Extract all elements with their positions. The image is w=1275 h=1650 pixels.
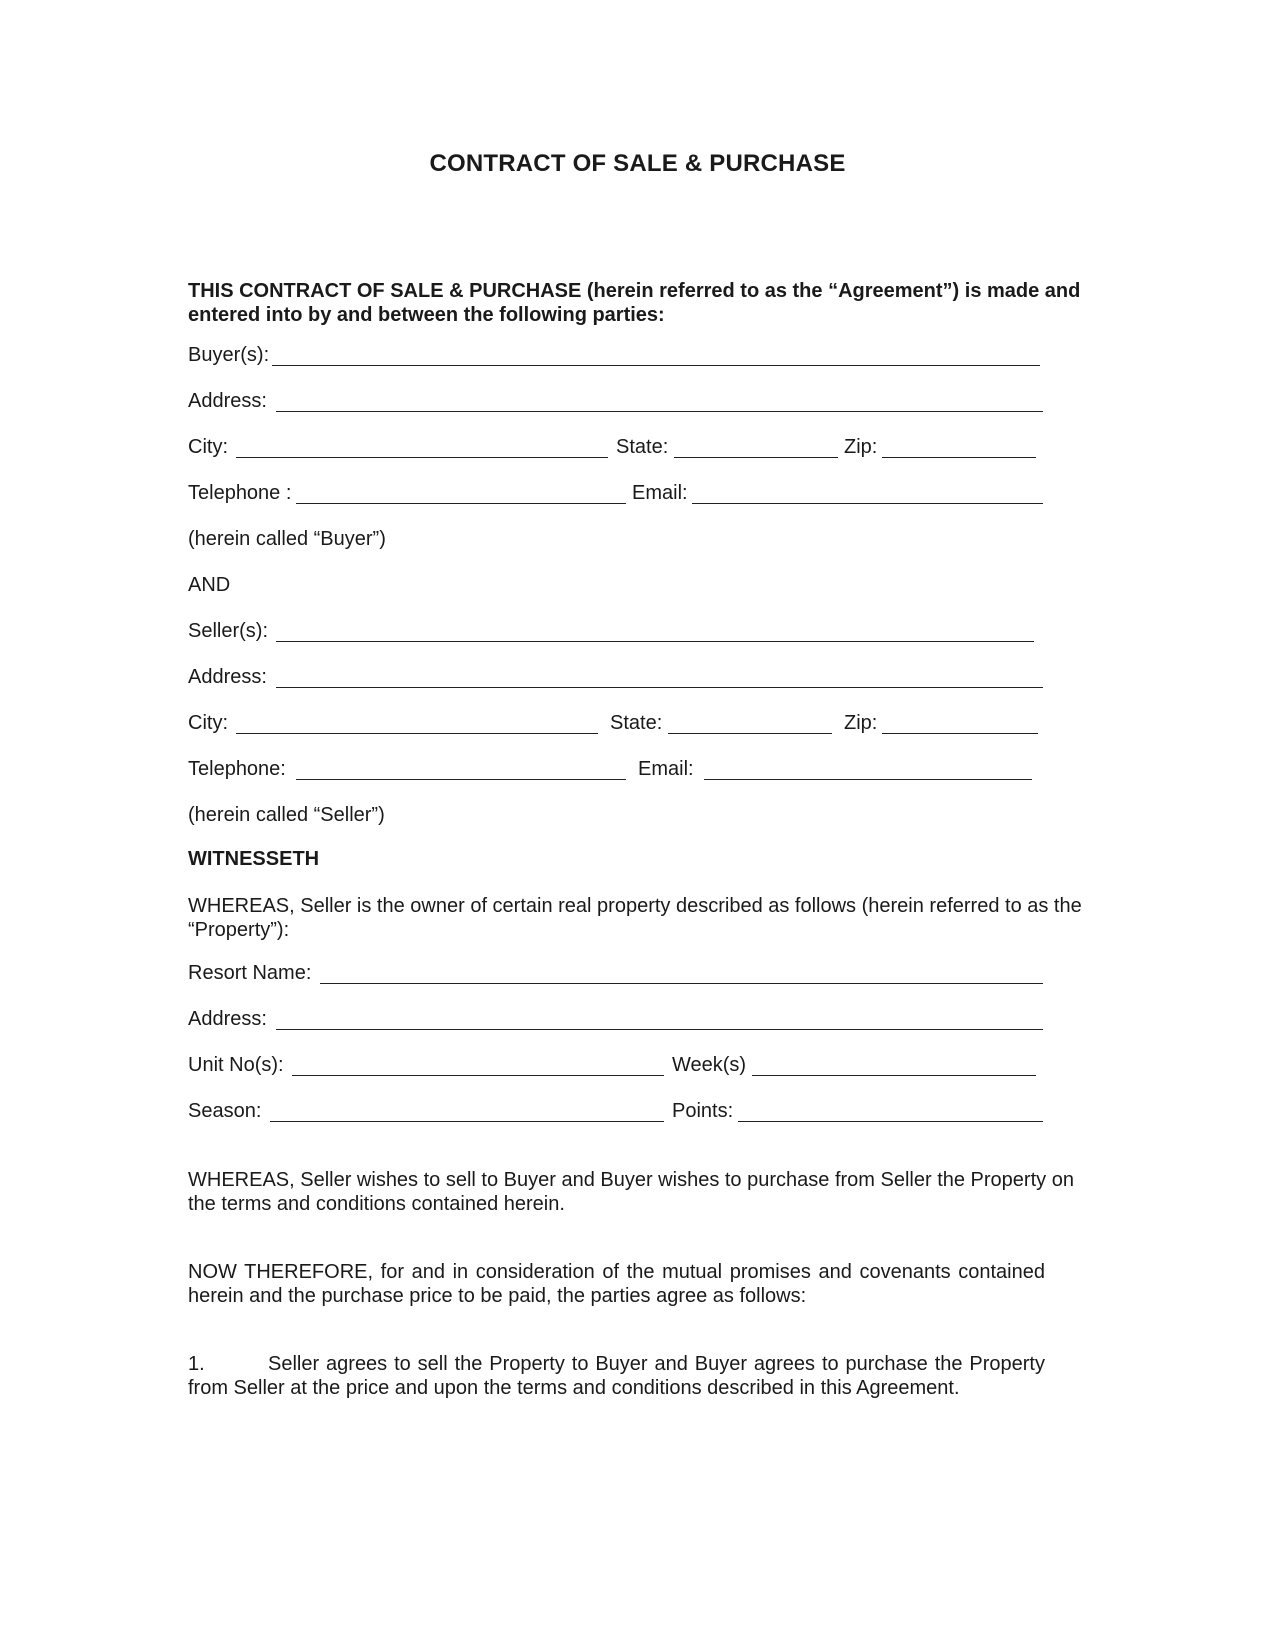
seller-contact-row <box>188 756 1088 782</box>
buyer-telephone-field[interactable] <box>296 503 626 504</box>
seller-called-text: (herein called “Seller”) <box>188 804 385 826</box>
seller-city-label: City: <box>188 712 228 734</box>
seller-name-label: Seller(s): <box>188 620 269 642</box>
buyer-contact-row <box>188 480 1088 506</box>
buyer-zip-field[interactable] <box>882 457 1036 458</box>
seller-state-label: State: <box>610 712 663 734</box>
clause-1 <box>188 1352 1045 1400</box>
buyer-state-field[interactable] <box>674 457 838 458</box>
season-field[interactable] <box>270 1121 664 1122</box>
seller-name-row <box>188 618 1088 644</box>
points-field[interactable] <box>738 1121 1043 1122</box>
unit-label: Unit No(s): <box>188 1054 284 1076</box>
seller-city-field[interactable] <box>236 733 598 734</box>
witnesseth-heading: WITNESSETH <box>188 848 320 870</box>
seller-city-row <box>188 710 1088 736</box>
seller-telephone-field[interactable] <box>296 779 626 780</box>
buyer-address-label: Address: <box>188 390 267 412</box>
clause-1-text: Seller agrees to sell the Property to Buyer and Buyer agrees to purchase the Property from Seller at the price and upon the terms and conditions described in this Agreement. <box>188 1353 1045 1399</box>
unit-field[interactable] <box>292 1075 664 1076</box>
buyer-email-label: Email: <box>632 482 688 504</box>
seller-telephone-label: Telephone: <box>188 758 286 780</box>
now-therefore-paragraph: NOW THEREFORE, for and in consideration of the mutual promises and covenants contained herein and the purchase price to be paid, the parties agree as follows: <box>188 1261 1045 1307</box>
season-label: Season: <box>188 1100 262 1122</box>
buyer-address-field[interactable] <box>276 411 1043 412</box>
whereas-owner-paragraph: WHEREAS, Seller is the owner of certain real property described as follows (herein referred to as the “Property”): <box>188 895 1082 941</box>
buyer-state-label: State: <box>616 436 669 458</box>
buyer-city-field[interactable] <box>236 457 608 458</box>
buyer-zip-label: Zip: <box>844 436 878 458</box>
week-field[interactable] <box>752 1075 1036 1076</box>
buyer-name-field[interactable] <box>272 365 1040 366</box>
resort-name-row <box>188 960 1088 986</box>
seller-address-label: Address: <box>188 666 267 688</box>
season-points-row <box>188 1098 1088 1124</box>
seller-state-field[interactable] <box>668 733 832 734</box>
seller-address-field[interactable] <box>276 687 1043 688</box>
seller-address-row <box>188 664 1088 690</box>
resort-name-label: Resort Name: <box>188 962 312 984</box>
property-address-field[interactable] <box>276 1029 1043 1030</box>
points-label: Points: <box>672 1100 734 1122</box>
buyer-name-row <box>188 342 1088 368</box>
seller-name-field[interactable] <box>276 641 1034 642</box>
document-title: CONTRACT OF SALE & PURCHASE <box>429 150 846 177</box>
clause-1-number: 1. <box>188 1353 205 1375</box>
week-label: Week(s) <box>672 1054 747 1076</box>
whereas-sell-paragraph: WHEREAS, Seller wishes to sell to Buyer and Buyer wishes to purchase from Seller the Property on the terms and conditions contained herein. <box>188 1169 1074 1215</box>
buyer-city-row <box>188 434 1088 460</box>
buyer-called-text: (herein called “Buyer”) <box>188 528 386 550</box>
resort-name-field[interactable] <box>320 983 1043 984</box>
property-address-label: Address: <box>188 1008 267 1030</box>
property-address-row <box>188 1006 1088 1032</box>
buyer-address-row <box>188 388 1088 414</box>
buyer-name-label: Buyer(s): <box>188 344 270 366</box>
buyer-email-field[interactable] <box>692 503 1043 504</box>
buyer-city-label: City: <box>188 436 228 458</box>
unit-week-row <box>188 1052 1088 1078</box>
seller-zip-label: Zip: <box>844 712 878 734</box>
seller-email-label: Email: <box>638 758 694 780</box>
intro-paragraph: THIS CONTRACT OF SALE & PURCHASE (herein referred to as the “Agreement”) is made and entered into by and between the following parties: <box>188 280 1081 326</box>
and-text: AND <box>188 574 231 596</box>
buyer-telephone-label: Telephone : <box>188 482 292 504</box>
seller-email-field[interactable] <box>704 779 1032 780</box>
seller-zip-field[interactable] <box>882 733 1038 734</box>
